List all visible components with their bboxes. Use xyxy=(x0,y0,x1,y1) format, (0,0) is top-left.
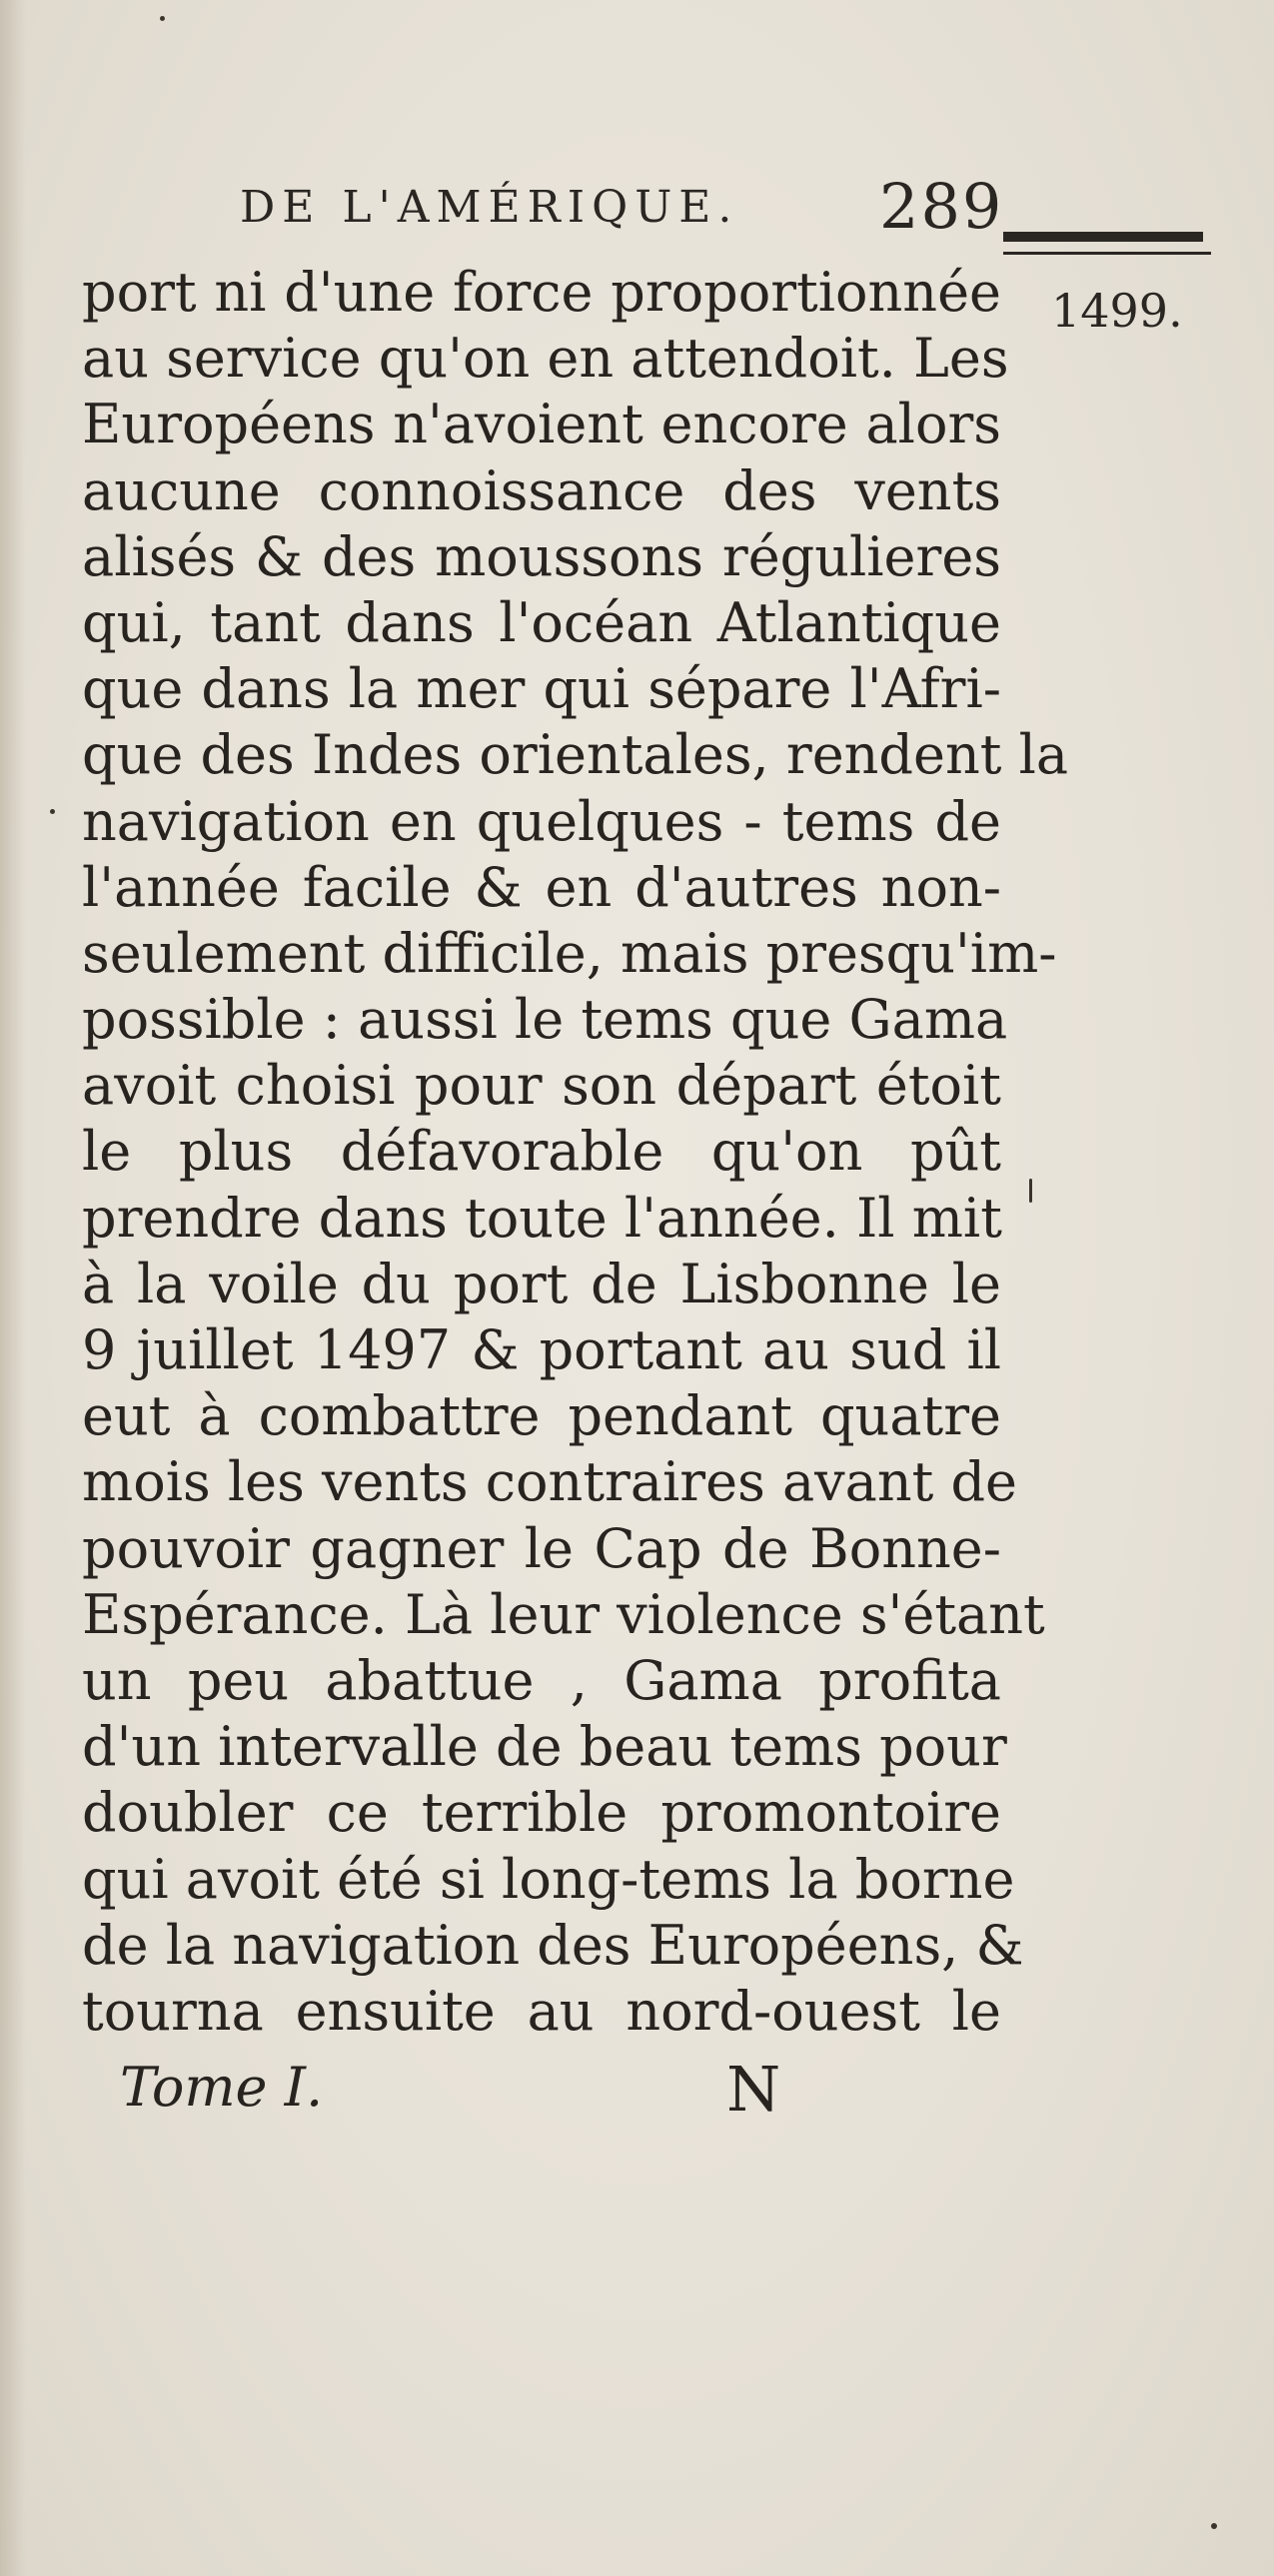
text-line: Européens n'avoient encore alors xyxy=(82,393,1001,456)
ink-speck xyxy=(1029,1179,1032,1203)
ink-speck xyxy=(50,809,55,814)
text-line: à la voile du port de Lisbonne le xyxy=(82,1252,1001,1315)
margin-year-note: 1499. xyxy=(1051,284,1183,338)
text-line: port ni d'une force proportionnée xyxy=(82,261,1001,324)
text-line: avoit choisi pour son départ étoit xyxy=(82,1054,1001,1118)
text-line: de la navigation des Européens, & xyxy=(82,1913,1024,1977)
text-line: que des Indes orientales, rendent la xyxy=(82,723,1069,787)
page-number: 289 xyxy=(879,170,1004,243)
text-line: d'un intervalle de beau tems pour xyxy=(82,1715,1007,1779)
text-line: un peu abattue , Gama profita xyxy=(82,1648,1001,1712)
text-line: tourna ensuite au nord-ouest le xyxy=(82,1979,1001,2043)
text-line: pouvoir gagner le Cap de Bonne- xyxy=(82,1516,1001,1580)
signature-mark: N xyxy=(726,2053,781,2126)
signature-line: Tome I. xyxy=(120,2056,324,2119)
text-line: eut à combattre pendant quatre xyxy=(82,1384,1001,1448)
running-head xyxy=(240,170,1004,250)
page-gutter-shadow xyxy=(0,0,26,2576)
text-line: mois les vents contraires avant de xyxy=(82,1450,1018,1514)
body-text xyxy=(82,260,1069,2045)
header-rule-thick xyxy=(1003,232,1203,242)
text-line: possible : aussi le tems que Gama xyxy=(82,988,1008,1052)
text-line: que dans la mer qui sépare l'Afri- xyxy=(82,657,1001,721)
text-line: qui, tant dans l'océan Atlantique xyxy=(82,590,1001,654)
ink-speck xyxy=(1211,2523,1217,2529)
ink-speck xyxy=(160,16,165,21)
text-line: l'année facile & en d'autres non- xyxy=(82,855,1001,919)
text-line: seulement difficile, mais presqu'im- xyxy=(82,921,1057,985)
text-line: aucune connoissance des vents xyxy=(82,458,1001,522)
header-rule-thin xyxy=(1003,252,1211,255)
text-line: doubler ce terrible promontoire xyxy=(82,1781,1001,1845)
text-line: le plus défavorable qu'on pût xyxy=(82,1120,1001,1184)
text-line: prendre dans toute l'année. Il mit xyxy=(82,1186,1002,1250)
text-line: au service qu'on en attendoit. Les xyxy=(82,327,1009,391)
text-line: navigation en quelques - tems de xyxy=(82,789,1001,853)
text-line: Espérance. Là leur violence s'étant xyxy=(82,1582,1045,1646)
text-line: qui avoit été si long-tems la borne xyxy=(82,1847,1015,1911)
text-line: alisés & des moussons régulieres xyxy=(82,524,1001,588)
text-line: 9 juillet 1497 & portant au sud il xyxy=(82,1318,1001,1381)
running-title: DE L'AMÉRIQUE. xyxy=(240,182,739,233)
